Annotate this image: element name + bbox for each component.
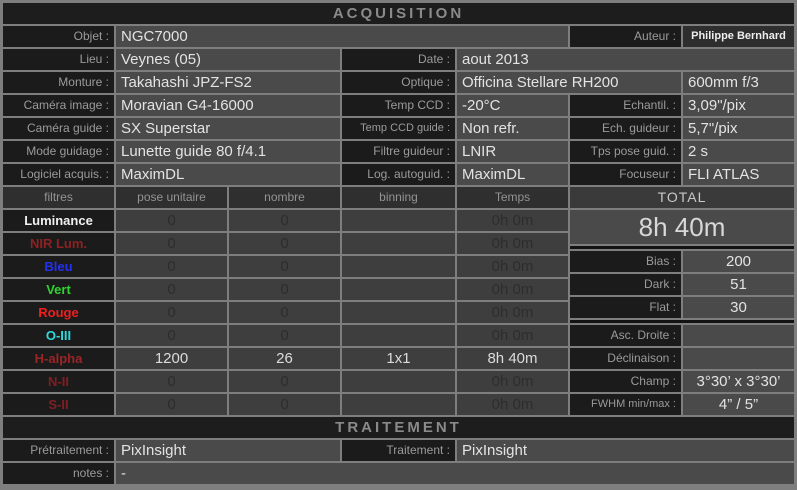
- filter-row-vert: [3, 279, 568, 300]
- row-logiciel: [3, 164, 794, 185]
- echantil-label: Echantil. :: [570, 95, 681, 116]
- filter-nombre: 0: [229, 210, 340, 231]
- optique-spec-value: 600mm f/3: [683, 72, 794, 93]
- filter-temps: 0h 0m: [457, 210, 568, 231]
- ech-guideur-value: 5,7"/pix: [683, 118, 794, 139]
- filter-nombre: 0: [229, 256, 340, 277]
- notes-label: notes :: [3, 463, 114, 484]
- filter-row-nir-lum: [3, 233, 568, 254]
- binning-col-header: binning: [342, 187, 455, 208]
- row-asc-droite: [570, 325, 794, 346]
- filter-row-oiii: [3, 325, 568, 346]
- row-pretraitement: [3, 440, 794, 461]
- filtre-guideur-label: Filtre guideur :: [342, 141, 455, 162]
- row-objet: [3, 26, 794, 47]
- temp-ccd-value: -20°C: [457, 95, 568, 116]
- total-time-value: 8h 40m: [570, 210, 794, 244]
- temp-ccd-guide-value: Non refr.: [457, 118, 568, 139]
- total-title: TOTAL: [570, 187, 794, 208]
- filter-row-bleu: [3, 256, 568, 277]
- nombre-col-header: nombre: [229, 187, 340, 208]
- auteur-value: Philippe Bernhard: [683, 26, 794, 47]
- filter-pose: 1200: [116, 348, 227, 369]
- camera-guide-label: Caméra guide :: [3, 118, 114, 139]
- filter-nombre: 0: [229, 302, 340, 323]
- camera-guide-value: SX Superstar: [116, 118, 340, 139]
- filter-name: NIR Lum.: [3, 233, 114, 254]
- row-camera-guide: [3, 118, 794, 139]
- traitement-title: TRAITEMENT: [3, 417, 794, 438]
- fwhm-value: 4” / 5”: [683, 394, 794, 415]
- row-flat: [570, 297, 794, 318]
- optique-value: Officina Stellare RH200: [457, 72, 681, 93]
- filter-nombre: 0: [229, 371, 340, 392]
- camera-image-label: Caméra image :: [3, 95, 114, 116]
- filter-temps: 0h 0m: [457, 325, 568, 346]
- filter-temps: 0h 0m: [457, 302, 568, 323]
- ech-guideur-label: Ech. guideur :: [570, 118, 681, 139]
- acquisition-sheet: [3, 3, 794, 487]
- champ-value: 3°30’ x 3°30’: [683, 371, 794, 392]
- traitement-value: PixInsight: [457, 440, 794, 461]
- lieu-value: Veynes (05): [116, 49, 340, 70]
- filter-pose: 0: [116, 325, 227, 346]
- dark-value: 51: [683, 274, 794, 295]
- row-notes: [3, 463, 794, 484]
- focuseur-label: Focuseur :: [570, 164, 681, 185]
- focuseur-value: FLI ATLAS: [683, 164, 794, 185]
- filter-pose: 0: [116, 394, 227, 415]
- total-panel: [570, 187, 794, 415]
- filter-temps: 0h 0m: [457, 371, 568, 392]
- temp-ccd-label: Temp CCD :: [342, 95, 455, 116]
- objet-value: NGC7000: [116, 26, 568, 47]
- filter-temps: 0h 0m: [457, 279, 568, 300]
- divider: [570, 246, 794, 249]
- filter-pose: 0: [116, 371, 227, 392]
- filter-pose: 0: [116, 302, 227, 323]
- bias-value: 200: [683, 251, 794, 272]
- filter-temps: 0h 0m: [457, 233, 568, 254]
- filter-binning: 1x1: [342, 348, 455, 369]
- filter-name: O-III: [3, 325, 114, 346]
- filter-name: Luminance: [3, 210, 114, 231]
- date-value: aout 2013: [457, 49, 794, 70]
- objet-label: Objet :: [3, 26, 114, 47]
- pretraitement-value: PixInsight: [116, 440, 340, 461]
- filter-binning: [342, 394, 455, 415]
- asc-droite-label: Asc. Droite :: [570, 325, 681, 346]
- traitement-label: Traitement :: [342, 440, 455, 461]
- filter-pose: 0: [116, 279, 227, 300]
- filter-temps: 0h 0m: [457, 394, 568, 415]
- filter-name: Rouge: [3, 302, 114, 323]
- declinaison-label: Déclinaison :: [570, 348, 681, 369]
- flat-label: Flat :: [570, 297, 681, 318]
- logiciel-acquis-label: Logiciel acquis. :: [3, 164, 114, 185]
- bias-label: Bias :: [570, 251, 681, 272]
- filter-nombre: 0: [229, 233, 340, 254]
- filter-nombre: 0: [229, 279, 340, 300]
- row-monture: [3, 72, 794, 93]
- filter-pose: 0: [116, 256, 227, 277]
- logiciel-acquis-value: MaximDL: [116, 164, 340, 185]
- auteur-label: Auteur :: [570, 26, 681, 47]
- filter-name: N-II: [3, 371, 114, 392]
- filter-pose: 0: [116, 210, 227, 231]
- filter-name: Vert: [3, 279, 114, 300]
- filter-binning: [342, 325, 455, 346]
- filters-and-total-section: [3, 187, 794, 415]
- pretraitement-label: Prétraitement :: [3, 440, 114, 461]
- row-declinaison: [570, 348, 794, 369]
- filter-temps: 8h 40m: [457, 348, 568, 369]
- temp-ccd-guide-label: Temp CCD guide :: [342, 118, 455, 139]
- filtre-guideur-value: LNIR: [457, 141, 568, 162]
- filter-name: S-II: [3, 394, 114, 415]
- dark-label: Dark :: [570, 274, 681, 295]
- filter-name: Bleu: [3, 256, 114, 277]
- tps-pose-guid-value: 2 s: [683, 141, 794, 162]
- row-fwhm: [570, 394, 794, 415]
- filter-temps: 0h 0m: [457, 256, 568, 277]
- flat-value: 30: [683, 297, 794, 318]
- filter-binning: [342, 233, 455, 254]
- row-champ: [570, 371, 794, 392]
- filter-binning: [342, 256, 455, 277]
- echantil-value: 3,09"/pix: [683, 95, 794, 116]
- pose-unitaire-col-header: pose unitaire: [116, 187, 227, 208]
- optique-label: Optique :: [342, 72, 455, 93]
- divider: [570, 320, 794, 323]
- fwhm-label: FWHM min/max :: [570, 394, 681, 415]
- filter-nombre: 26: [229, 348, 340, 369]
- filter-row-rouge: [3, 302, 568, 323]
- filter-row-nii: [3, 371, 568, 392]
- row-dark: [570, 274, 794, 295]
- notes-value: -: [116, 463, 794, 484]
- acquisition-title: ACQUISITION: [3, 3, 794, 24]
- monture-label: Monture :: [3, 72, 114, 93]
- log-autoguid-value: MaximDL: [457, 164, 568, 185]
- filter-binning: [342, 302, 455, 323]
- filter-binning: [342, 279, 455, 300]
- row-bias: [570, 251, 794, 272]
- tps-pose-guid-label: Tps pose guid. :: [570, 141, 681, 162]
- asc-droite-value: [683, 325, 794, 346]
- date-label: Date :: [342, 49, 455, 70]
- filter-binning: [342, 210, 455, 231]
- champ-label: Champ :: [570, 371, 681, 392]
- monture-value: Takahashi JPZ-FS2: [116, 72, 340, 93]
- camera-image-value: Moravian G4-16000: [116, 95, 340, 116]
- filters-col-header: filtres: [3, 187, 114, 208]
- lieu-label: Lieu :: [3, 49, 114, 70]
- log-autoguid-label: Log. autoguid. :: [342, 164, 455, 185]
- filters-header-row: [3, 187, 568, 208]
- filter-pose: 0: [116, 233, 227, 254]
- declinaison-value: [683, 348, 794, 369]
- row-camera-image: [3, 95, 794, 116]
- filter-binning: [342, 371, 455, 392]
- filter-row-luminance: [3, 210, 568, 231]
- filter-nombre: 0: [229, 394, 340, 415]
- row-mode-guidage: [3, 141, 794, 162]
- filters-table: [3, 187, 568, 415]
- mode-guidage-label: Mode guidage :: [3, 141, 114, 162]
- filter-nombre: 0: [229, 325, 340, 346]
- temps-col-header: Temps: [457, 187, 568, 208]
- mode-guidage-value: Lunette guide 80 f/4.1: [116, 141, 340, 162]
- filter-name: H-alpha: [3, 348, 114, 369]
- filter-row-halpha: [3, 348, 568, 369]
- row-lieu: [3, 49, 794, 70]
- filter-row-sii: [3, 394, 568, 415]
